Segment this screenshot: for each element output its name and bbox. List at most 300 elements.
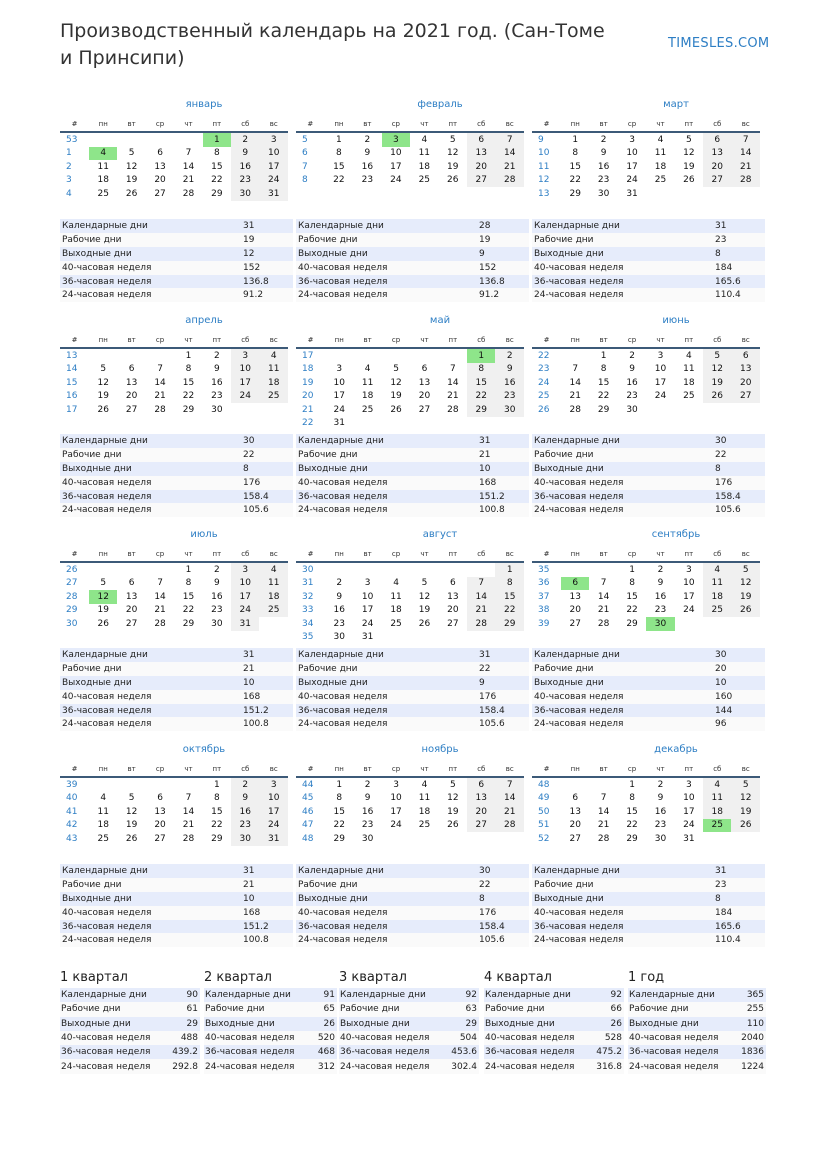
day-cell: 10	[390, 148, 402, 159]
stat-label: Календарные дни	[60, 988, 166, 1002]
weekday-header: ср	[382, 762, 410, 777]
day-cell: 16	[211, 377, 223, 388]
stat-value: 365	[735, 988, 766, 1002]
day-cell: 1	[629, 564, 635, 575]
day-cell: 19	[703, 376, 731, 390]
weekday-header: пн	[325, 117, 353, 132]
day-cell: 20	[125, 605, 138, 616]
stat-label: Выходные дни	[532, 892, 713, 906]
week-number: 7	[302, 161, 308, 172]
empty-cell	[259, 617, 288, 631]
weekday-header: вт	[117, 547, 145, 562]
day-cell: 19	[97, 391, 109, 402]
stat-value: 316.8	[590, 1059, 624, 1073]
weekday-header: вт	[117, 333, 145, 348]
weekday-header: #	[532, 333, 561, 348]
day-cell: 27	[125, 404, 138, 415]
stat-label: Рабочие дни	[60, 662, 241, 676]
week-number: 34	[302, 618, 314, 629]
week-number: 35	[538, 564, 550, 575]
stat-value: 29	[445, 1017, 479, 1031]
day-cell: 7	[467, 577, 495, 591]
week-number: 43	[66, 833, 78, 844]
day-cell: 3	[629, 134, 635, 145]
stat-label: 36-часовая неделя	[60, 490, 241, 504]
stat-label: Рабочие дни	[296, 662, 477, 676]
month-calendar	[296, 98, 524, 187]
day-cell: 28	[495, 819, 524, 833]
week-number: 17	[66, 404, 78, 415]
day-cell: 8	[572, 148, 579, 159]
weekday-header: вс	[259, 762, 288, 777]
day-cell: 11	[259, 577, 288, 591]
week-number: 40	[66, 793, 78, 804]
week-number: 1	[66, 148, 72, 159]
week-number: 17	[302, 350, 314, 361]
month-stats	[532, 434, 765, 517]
day-cell: 17	[259, 160, 288, 174]
day-cell: 14	[467, 590, 495, 604]
stat-label: Календарные дни	[296, 864, 477, 878]
stat-value: 8	[713, 247, 765, 261]
day-cell: 30	[495, 403, 524, 417]
empty-cell	[146, 132, 174, 147]
stat-value: 302.4	[445, 1059, 479, 1073]
stat-value: 520	[313, 1031, 337, 1045]
day-cell: 27	[467, 819, 495, 833]
empty-cell	[117, 777, 145, 792]
day-cell: 9	[336, 591, 343, 602]
day-cell: 13	[125, 591, 138, 602]
empty-cell	[353, 348, 381, 363]
day-cell: 9	[231, 792, 259, 806]
stat-label: 24-часовая неделя	[60, 288, 241, 302]
day-cell: 2	[364, 134, 371, 145]
stat-value: 176	[241, 476, 293, 490]
weekday-header: сб	[467, 547, 495, 562]
weekday-header: пн	[561, 762, 589, 777]
day-cell: 6	[467, 132, 495, 147]
day-cell: 31	[683, 833, 695, 844]
day-cell: 14	[495, 147, 524, 161]
week-number: 21	[302, 404, 314, 415]
week-number: 31	[302, 578, 314, 589]
day-cell: 17	[333, 391, 345, 402]
weekday-header: чт	[646, 333, 674, 348]
day-cell: 21	[495, 160, 524, 174]
weekday-header: #	[60, 762, 89, 777]
month-name: ноябрь	[421, 744, 459, 755]
month-name: апрель	[185, 315, 223, 326]
stat-label: Календарные дни	[484, 988, 590, 1002]
site-logo-link[interactable]: TIMESLES.COM	[668, 36, 770, 51]
stat-label: 40-часовая неделя	[296, 261, 477, 275]
stat-value: 9	[477, 676, 529, 690]
day-cell: 29	[211, 188, 223, 199]
day-cell: 3	[259, 777, 288, 792]
weekday-header: ср	[146, 333, 174, 348]
empty-cell	[410, 631, 438, 645]
stat-label: Выходные дни	[60, 247, 241, 261]
month-name: июнь	[662, 315, 690, 326]
empty-cell	[495, 631, 524, 645]
weekday-header: #	[532, 547, 561, 562]
day-cell: 4	[259, 562, 288, 577]
day-cell: 28	[154, 618, 166, 629]
stat-label: 24-часовая неделя	[296, 717, 477, 731]
day-cell: 20	[569, 605, 581, 616]
day-cell: 8	[214, 148, 220, 159]
month-stats	[60, 864, 293, 947]
week-number: 27	[66, 578, 78, 589]
day-cell: 23	[654, 605, 667, 616]
day-cell: 17	[361, 605, 374, 616]
week-number: 10	[538, 148, 550, 159]
week-number: 47	[302, 820, 314, 831]
empty-cell	[117, 132, 145, 147]
day-cell: 20	[125, 391, 138, 402]
day-cell: 4	[100, 793, 107, 804]
day-cell: 2	[657, 564, 664, 575]
day-cell: 8	[185, 364, 192, 375]
empty-cell	[589, 777, 617, 792]
day-cell: 19	[683, 161, 695, 172]
day-cell: 21	[154, 391, 166, 402]
stat-value: 30	[477, 864, 529, 878]
stat-value: 158.4	[477, 920, 529, 934]
weekday-header: вс	[259, 333, 288, 348]
day-cell: 18	[390, 605, 402, 616]
stat-label: Рабочие дни	[296, 448, 477, 462]
week-number: 50	[538, 806, 550, 817]
stat-value: 21	[241, 662, 293, 676]
weekday-header: сб	[231, 333, 259, 348]
stat-value: 176	[477, 906, 529, 920]
day-cell: 18	[683, 377, 695, 388]
weekday-header: ср	[618, 547, 646, 562]
stat-label: Календарные дни	[296, 219, 477, 233]
day-cell: 17	[231, 590, 259, 604]
day-cell: 27	[154, 833, 166, 844]
weekday-header: сб	[231, 547, 259, 562]
day-cell: 25	[703, 604, 731, 618]
day-cell: 26	[418, 618, 431, 629]
empty-cell	[410, 562, 438, 577]
day-cell: 18	[418, 806, 431, 817]
day-cell: 25	[703, 819, 731, 833]
stat-value: 292.8	[166, 1059, 200, 1073]
day-cell: 28	[731, 174, 760, 188]
day-cell: 5	[731, 562, 760, 577]
stat-label: 40-часовая неделя	[60, 476, 241, 490]
day-cell: 28	[597, 833, 610, 844]
day-cell: 11	[390, 591, 402, 602]
stat-value: 21	[241, 878, 293, 892]
stat-value: 91.2	[477, 288, 529, 302]
day-cell: 5	[100, 364, 107, 375]
day-cell: 13	[467, 792, 495, 806]
stat-value: 26	[590, 1017, 624, 1031]
day-cell: 8	[600, 364, 607, 375]
day-cell: 28	[182, 188, 195, 199]
day-cell: 14	[569, 377, 581, 388]
day-cell: 21	[447, 391, 459, 402]
day-cell: 23	[333, 618, 345, 629]
stat-label: 24-часовая неделя	[339, 1059, 445, 1073]
stat-value: 31	[477, 648, 529, 662]
stat-label: 24-часовая неделя	[484, 1059, 590, 1073]
stat-label: 40-часовая неделя	[532, 906, 713, 920]
stat-value: 29	[166, 1017, 200, 1031]
day-cell: 14	[154, 591, 166, 602]
day-cell: 28	[447, 404, 459, 415]
stat-label: 40-часовая неделя	[296, 906, 477, 920]
day-cell: 24	[390, 820, 402, 831]
empty-cell	[382, 417, 410, 431]
weekday-header: сб	[467, 117, 495, 132]
stat-label: 24-часовая неделя	[532, 503, 713, 517]
day-cell: 21	[495, 805, 524, 819]
day-cell: 12	[447, 148, 459, 159]
stat-label: Календарные дни	[532, 864, 713, 878]
day-cell: 25	[418, 820, 431, 831]
stat-label: Выходные дни	[532, 462, 713, 476]
day-cell: 28	[495, 174, 524, 188]
day-cell: 13	[418, 377, 431, 388]
day-cell: 5	[393, 364, 399, 375]
day-cell: 6	[450, 578, 456, 589]
stat-value: 10	[241, 892, 293, 906]
week-number: 20	[302, 391, 314, 402]
weekday-header: чт	[410, 547, 438, 562]
empty-cell	[561, 562, 589, 577]
empty-cell	[382, 832, 410, 846]
day-cell: 22	[626, 820, 638, 831]
stat-label: Выходные дни	[60, 676, 241, 690]
empty-cell	[353, 417, 381, 431]
empty-cell	[703, 187, 731, 201]
day-cell: 18	[654, 161, 667, 172]
day-cell: 7	[157, 578, 163, 589]
day-cell: 8	[336, 148, 342, 159]
day-cell: 9	[600, 148, 607, 159]
day-cell: 23	[654, 820, 667, 831]
month-calendar	[60, 743, 288, 846]
stat-value: 105.6	[241, 503, 293, 517]
stat-label: 36-часовая неделя	[204, 1045, 313, 1059]
empty-cell	[561, 348, 589, 363]
day-cell: 9	[657, 578, 664, 589]
day-cell: 19	[125, 175, 138, 186]
day-cell: 22	[597, 391, 610, 402]
stat-label: 36-часовая неделя	[60, 1045, 166, 1059]
page-title: Производственный календарь на 2021 год. (Сан-Томе и Принсипи)	[60, 20, 605, 69]
stat-label: 24-часовая неделя	[60, 717, 241, 731]
weekday-header: вт	[353, 117, 381, 132]
stat-value: 255	[735, 1002, 766, 1016]
stat-value: 184	[713, 261, 765, 275]
day-cell: 3	[259, 132, 288, 147]
day-cell: 21	[731, 160, 760, 174]
empty-cell	[675, 403, 703, 417]
month-calendar	[296, 528, 524, 644]
day-cell: 11	[97, 806, 109, 817]
day-cell: 30	[597, 188, 610, 199]
weekday-header: вс	[259, 547, 288, 562]
day-cell: 11	[703, 577, 731, 591]
day-cell: 5	[421, 578, 428, 589]
month-stats	[532, 864, 765, 947]
weekday-header: вс	[731, 547, 760, 562]
day-cell: 24	[259, 819, 288, 833]
day-cell: 11	[703, 792, 731, 806]
day-cell: 8	[467, 363, 495, 377]
stat-label: 24-часовая неделя	[532, 717, 713, 731]
month-grid	[60, 117, 288, 201]
week-number: 52	[538, 833, 550, 844]
week-number: 53	[66, 134, 78, 145]
week-number: 18	[302, 364, 314, 375]
day-cell: 13	[447, 591, 459, 602]
day-cell: 17	[259, 805, 288, 819]
day-cell: 28	[467, 617, 495, 631]
weekday-header: пн	[89, 117, 117, 132]
weekday-header: чт	[646, 762, 674, 777]
month-grid	[296, 333, 524, 430]
quarter-title: 3 квартал	[339, 970, 407, 985]
day-cell: 19	[418, 605, 431, 616]
stat-value: 8	[241, 462, 293, 476]
empty-cell	[703, 403, 731, 417]
weekday-header: #	[296, 333, 325, 348]
stat-value: 19	[477, 233, 529, 247]
month-stats	[532, 219, 765, 302]
stat-value: 152	[477, 261, 529, 275]
day-cell: 23	[361, 175, 374, 186]
day-cell: 10	[259, 147, 288, 161]
stat-value: 28	[477, 219, 529, 233]
empty-cell	[146, 562, 174, 577]
empty-cell	[439, 562, 467, 577]
day-cell: 11	[97, 161, 109, 172]
day-cell: 8	[214, 793, 220, 804]
day-cell: 3	[231, 562, 259, 577]
day-cell: 29	[597, 404, 610, 415]
stat-label: Календарные дни	[532, 648, 713, 662]
day-cell: 12	[89, 590, 117, 604]
day-cell: 3	[686, 779, 692, 790]
stat-value: 65	[313, 1002, 337, 1016]
stat-value: 8	[713, 462, 765, 476]
day-cell: 8	[185, 578, 192, 589]
stat-label: Календарные дни	[60, 648, 241, 662]
week-number: 37	[538, 591, 550, 602]
day-cell: 15	[569, 161, 581, 172]
day-cell: 3	[393, 779, 399, 790]
day-cell: 20	[418, 391, 431, 402]
weekday-header: чт	[646, 547, 674, 562]
stat-value: 110	[735, 1017, 766, 1031]
day-cell: 26	[125, 833, 138, 844]
day-cell: 15	[626, 806, 638, 817]
month-name: декабрь	[654, 744, 698, 755]
day-cell: 20	[447, 605, 459, 616]
day-cell: 14	[597, 806, 610, 817]
day-cell: 27	[418, 404, 431, 415]
empty-cell	[439, 832, 467, 846]
day-cell: 10	[683, 578, 695, 589]
day-cell: 1	[185, 350, 192, 361]
day-cell: 29	[495, 617, 524, 631]
stat-value: 151.2	[241, 920, 293, 934]
empty-cell	[589, 562, 617, 577]
empty-cell	[731, 617, 760, 631]
weekday-header: чт	[410, 333, 438, 348]
day-cell: 31	[259, 832, 288, 846]
stat-label: Рабочие дни	[60, 448, 241, 462]
day-cell: 16	[211, 591, 223, 602]
week-number: 12	[538, 175, 550, 186]
stat-label: Выходные дни	[296, 462, 477, 476]
stat-label: Календарные дни	[628, 988, 735, 1002]
day-cell: 5	[450, 779, 456, 790]
day-cell: 25	[683, 391, 695, 402]
day-cell: 22	[182, 391, 195, 402]
weekday-header: пт	[439, 762, 467, 777]
day-cell: 10	[333, 377, 345, 388]
stat-value: 504	[445, 1031, 479, 1045]
week-number: 39	[66, 779, 78, 790]
quarter-stats	[60, 988, 200, 1074]
day-cell: 20	[703, 160, 731, 174]
weekday-header: чт	[174, 547, 202, 562]
weekday-header: ср	[618, 117, 646, 132]
day-cell: 27	[569, 618, 581, 629]
stat-label: 40-часовая неделя	[60, 1031, 166, 1045]
month-grid	[296, 547, 524, 644]
month-grid	[532, 547, 760, 631]
empty-cell	[410, 348, 438, 363]
day-cell: 25	[390, 618, 402, 629]
stat-value: 22	[713, 448, 765, 462]
day-cell: 23	[361, 820, 374, 831]
weekday-header: сб	[703, 333, 731, 348]
quarter-stats	[484, 988, 624, 1074]
stat-value: 12	[241, 247, 293, 261]
day-cell: 12	[447, 793, 459, 804]
day-cell: 3	[686, 564, 692, 575]
weekday-header: пн	[561, 547, 589, 562]
week-number: 51	[538, 820, 550, 831]
stat-value: 30	[241, 434, 293, 448]
day-cell: 7	[185, 793, 192, 804]
weekday-header: пн	[89, 762, 117, 777]
stat-value: 1224	[735, 1059, 766, 1073]
week-number: 35	[302, 632, 314, 643]
weekday-header: вс	[495, 117, 524, 132]
stat-value: 26	[313, 1017, 337, 1031]
day-cell: 1	[467, 348, 495, 363]
day-cell: 14	[447, 377, 459, 388]
week-number: 45	[302, 793, 314, 804]
day-cell: 26	[683, 175, 695, 186]
day-cell: 24	[654, 391, 667, 402]
day-cell: 17	[390, 161, 402, 172]
day-cell: 5	[128, 148, 135, 159]
weekday-header: пт	[203, 333, 231, 348]
empty-cell	[231, 403, 259, 417]
day-cell: 18	[259, 376, 288, 390]
